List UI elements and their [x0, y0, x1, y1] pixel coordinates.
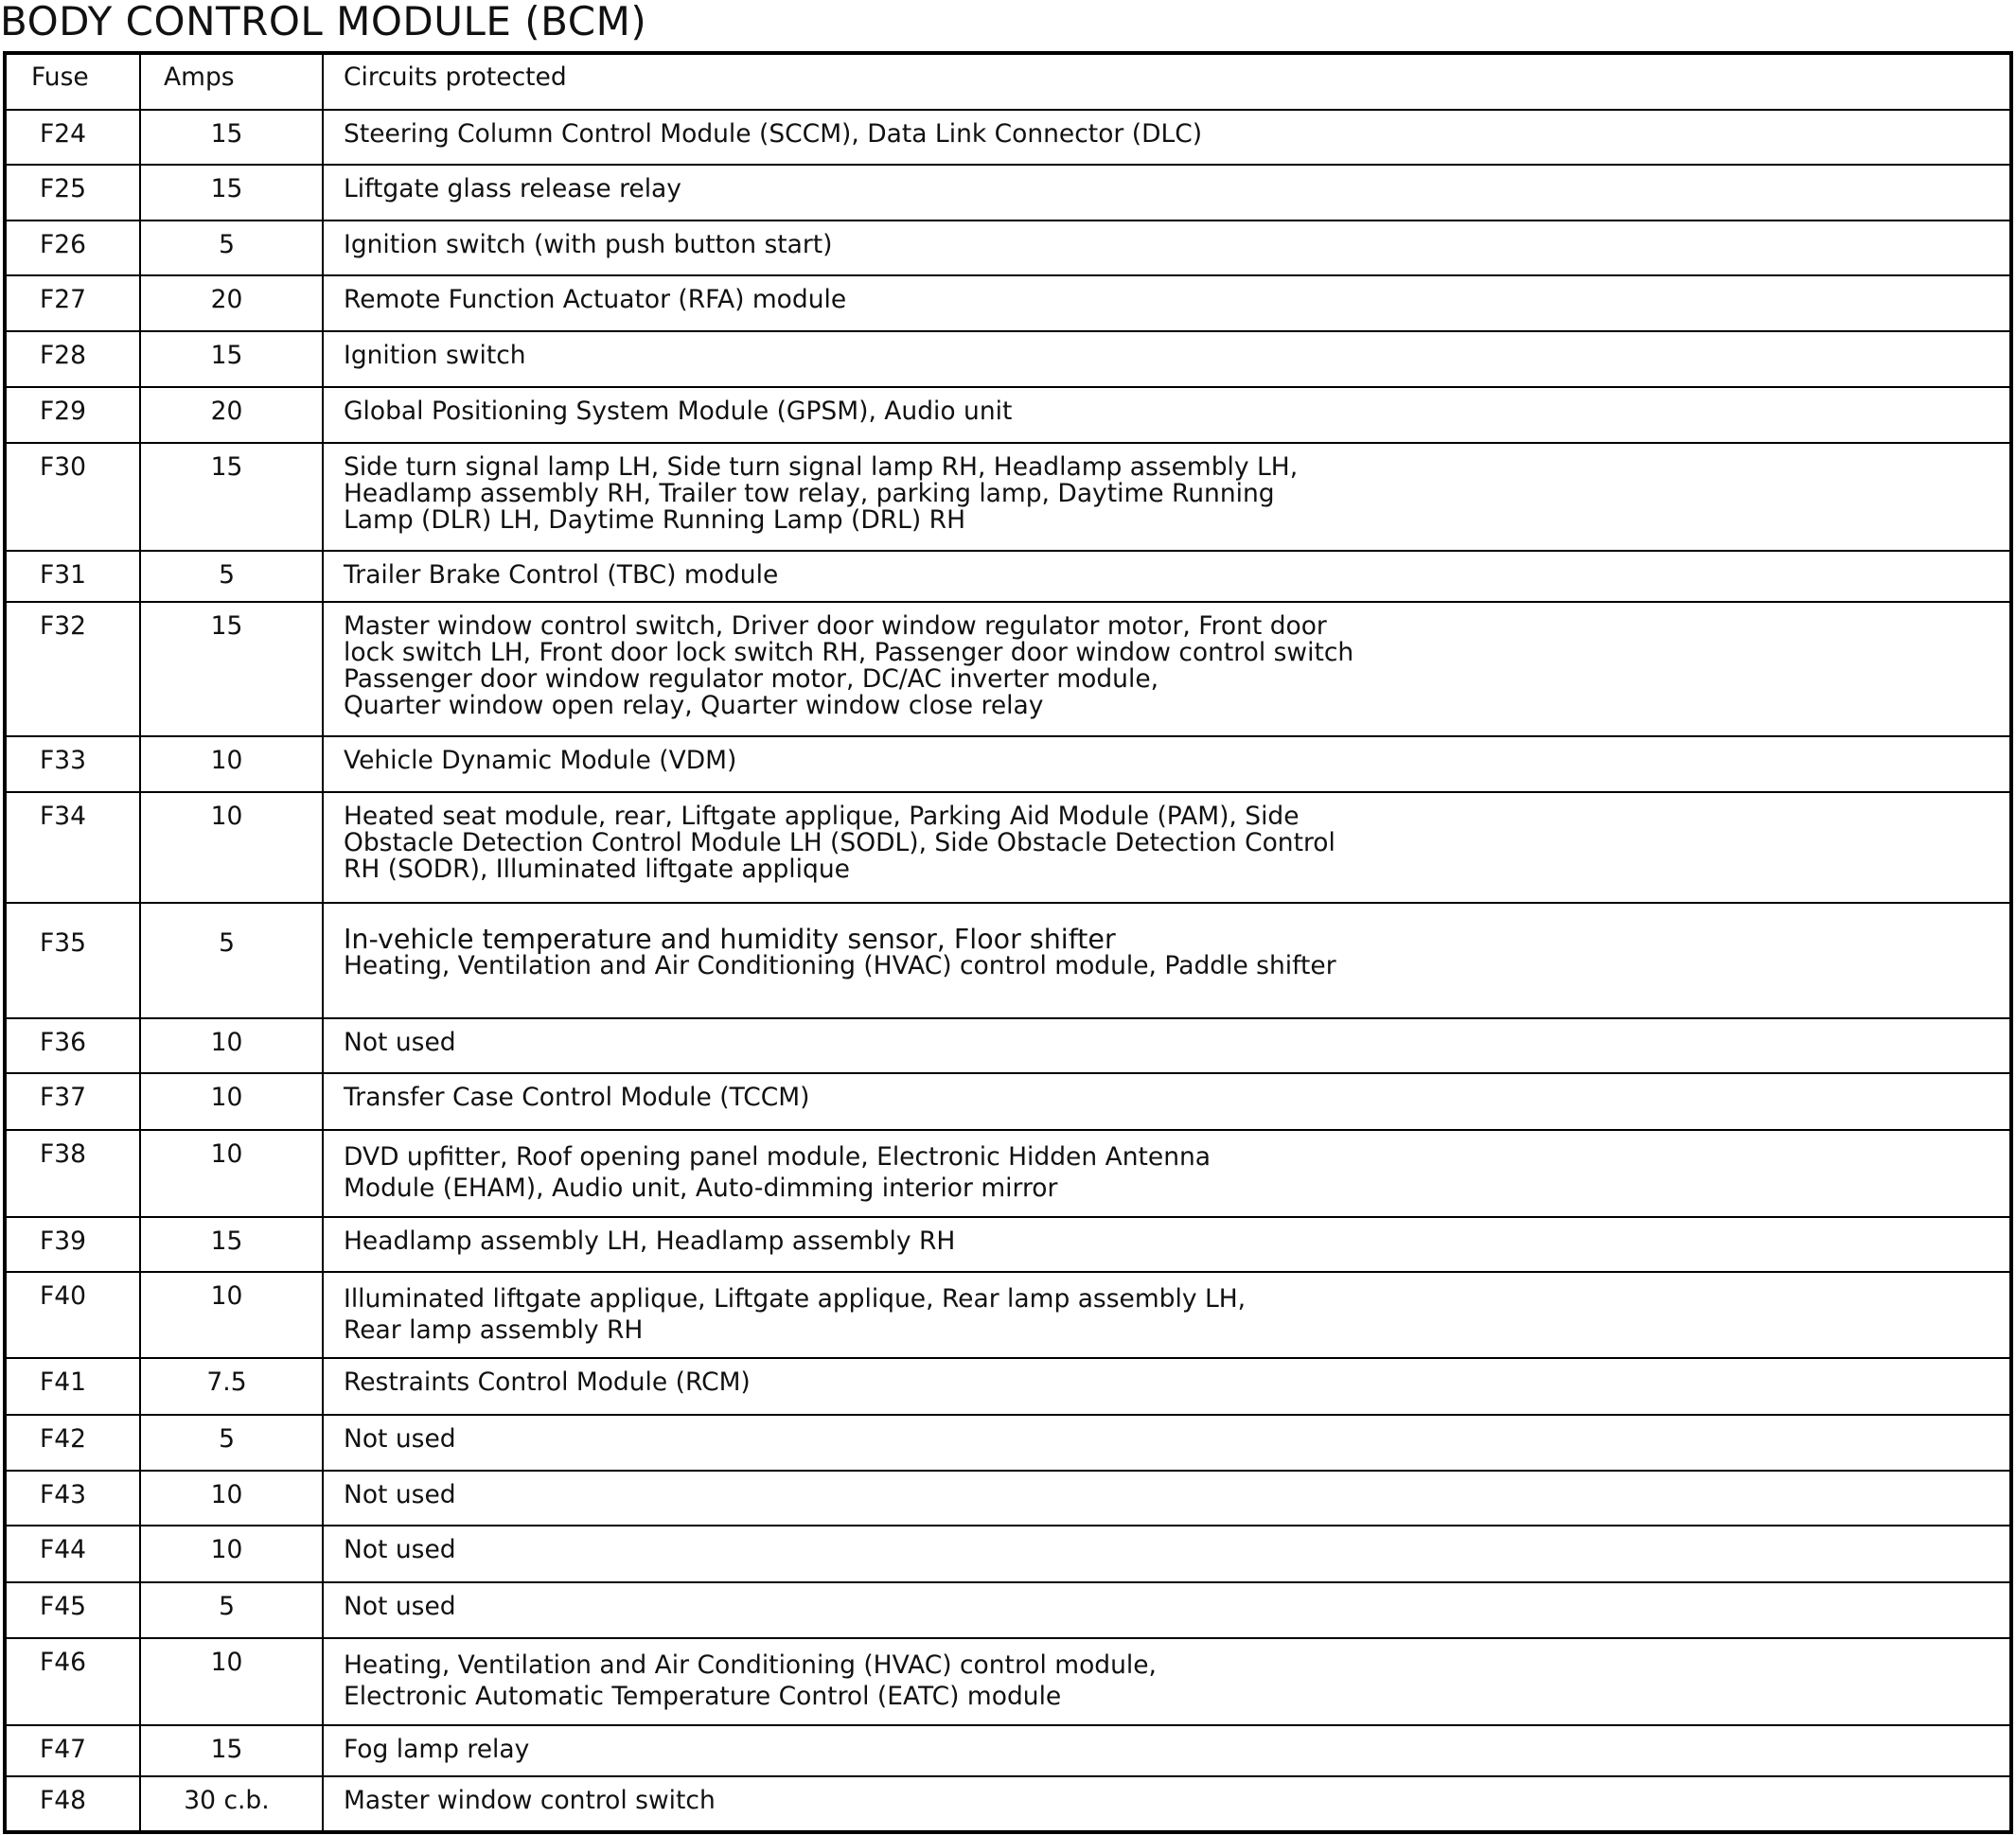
fuse-table [3, 51, 2013, 1834]
circuits-cell: Heating, Ventilation and Air Conditioning (HVAC) control module, Electronic Automatic Temperature Control (EATC) module [323, 1638, 2011, 1725]
circuits-cell: Ignition switch (with push button start) [323, 221, 2011, 275]
amps-cell: 15 [140, 602, 323, 736]
amps-cell: 5 [140, 551, 323, 602]
table-row [5, 221, 2011, 275]
table-row [5, 110, 2011, 165]
amps-cell: 10 [140, 1018, 323, 1073]
fuse-cell: F39 [5, 1217, 140, 1272]
circuits-cell: Ignition switch [323, 331, 2011, 386]
fuse-cell: F44 [5, 1526, 140, 1582]
fuse-cell: F34 [5, 792, 140, 903]
table-row [5, 1582, 2011, 1637]
circuits-cell: Not used [323, 1471, 2011, 1526]
amps-cell: 10 [140, 1638, 323, 1725]
fuse-cell: F26 [5, 221, 140, 275]
table-row [5, 443, 2011, 551]
circuits-cell: Restraints Control Module (RCM) [323, 1358, 2011, 1415]
fuse-cell: F29 [5, 387, 140, 443]
circuits-cell: Vehicle Dynamic Module (VDM) [323, 736, 2011, 792]
circuits-cell: DVD upfitter, Roof opening panel module, Electronic Hidden Antenna Module (EHAM), Audio unit, Auto-dimming interior mirror [323, 1130, 2011, 1217]
amps-cell: 10 [140, 792, 323, 903]
circuits-cell: Not used [323, 1018, 2011, 1073]
table-row [5, 1776, 2011, 1832]
amps-cell: 15 [140, 443, 323, 551]
fuse-cell: F40 [5, 1272, 140, 1358]
amps-cell: 5 [140, 1582, 323, 1637]
table-row [5, 1272, 2011, 1358]
fuse-cell: F27 [5, 275, 140, 331]
fuse-cell: F47 [5, 1725, 140, 1776]
circuits-cell: Trailer Brake Control (TBC) module [323, 551, 2011, 602]
amps-cell: 10 [140, 1073, 323, 1130]
table-row [5, 1471, 2011, 1526]
fuse-cell: F36 [5, 1018, 140, 1073]
circuits-cell: Transfer Case Control Module (TCCM) [323, 1073, 2011, 1130]
fuse-cell: F45 [5, 1582, 140, 1637]
circuits-cell: Illuminated liftgate applique, Liftgate applique, Rear lamp assembly LH, Rear lamp assembly RH [323, 1272, 2011, 1358]
table-row [5, 1018, 2011, 1073]
circuits-cell: Master window control switch, Driver door window regulator motor, Front door lock switch LH, Front door lock switch RH, Passenger door window control switch Passenger door window regulator motor, DC/AC inverter module, Quarter window open relay, Quarter window close relay [323, 602, 2011, 736]
table-header-row [5, 53, 2011, 110]
circuits-cell [323, 903, 2011, 1017]
circuits-cell: Liftgate glass release relay [323, 165, 2011, 221]
circuits-cell: Side turn signal lamp LH, Side turn signal lamp RH, Headlamp assembly LH, Headlamp assembly RH, Trailer tow relay, parking lamp, Daytime Running Lamp (DLR) LH, Daytime Running Lamp (DRL) RH [323, 443, 2011, 551]
fuse-cell: F42 [5, 1415, 140, 1471]
amps-cell: 10 [140, 1471, 323, 1526]
amps-cell: 5 [140, 221, 323, 275]
table-row [5, 331, 2011, 386]
header-cell-circuits: Circuits protected [323, 53, 2011, 110]
amps-cell: 15 [140, 1217, 323, 1272]
fuse-cell: F24 [5, 110, 140, 165]
circuits-cell: Remote Function Actuator (RFA) module [323, 275, 2011, 331]
circuits-cell: Not used [323, 1415, 2011, 1471]
circuits-line: Heating, Ventilation and Air Conditioning (HVAC) control module, Paddle shifter [344, 951, 1336, 981]
amps-cell: 30 c.b. [140, 1776, 323, 1832]
circuits-cell: Heated seat module, rear, Liftgate applique, Parking Aid Module (PAM), Side Obstacle Detection Control Module LH (SODL), Side Obstacle Detection Control RH (SODR), Illuminated liftgate applique [323, 792, 2011, 903]
table-row [5, 1725, 2011, 1776]
fuse-cell: F35 [5, 903, 140, 1017]
table-row [5, 387, 2011, 443]
fuse-cell: F48 [5, 1776, 140, 1832]
amps-cell: 15 [140, 110, 323, 165]
table-row [5, 1073, 2011, 1130]
amps-cell: 20 [140, 275, 323, 331]
amps-cell: 15 [140, 1725, 323, 1776]
table-row [5, 165, 2011, 221]
table-row [5, 551, 2011, 602]
circuits-cell: Not used [323, 1526, 2011, 1582]
fuse-cell: F38 [5, 1130, 140, 1217]
table-row [5, 275, 2011, 331]
amps-cell: 5 [140, 1415, 323, 1471]
page-title: BODY CONTROL MODULE (BCM) [0, 0, 647, 44]
circuits-cell: Master window control switch [323, 1776, 2011, 1832]
amps-cell: 15 [140, 331, 323, 386]
table-row [5, 1358, 2011, 1415]
fuse-cell: F28 [5, 331, 140, 386]
amps-cell: 10 [140, 1272, 323, 1358]
amps-cell: 20 [140, 387, 323, 443]
circuits-line: In-vehicle temperature and humidity sensor, Floor shifter [344, 924, 1116, 956]
fuse-cell: F43 [5, 1471, 140, 1526]
header-cell-amps: Amps [140, 53, 323, 110]
table-row [5, 1217, 2011, 1272]
fuse-cell: F25 [5, 165, 140, 221]
circuits-cell: Fog lamp relay [323, 1725, 2011, 1776]
amps-cell: 10 [140, 1526, 323, 1582]
table-row [5, 1415, 2011, 1471]
table-row [5, 903, 2011, 1017]
amps-cell: 7.5 [140, 1358, 323, 1415]
amps-cell: 15 [140, 165, 323, 221]
circuits-cell: Steering Column Control Module (SCCM), Data Link Connector (DLC) [323, 110, 2011, 165]
amps-cell: 10 [140, 736, 323, 792]
amps-cell: 10 [140, 1130, 323, 1217]
table-row [5, 1130, 2011, 1217]
header-cell-fuse: Fuse [5, 53, 140, 110]
fuse-cell: F33 [5, 736, 140, 792]
table-row [5, 736, 2011, 792]
fuse-cell: F46 [5, 1638, 140, 1725]
fuse-cell: F37 [5, 1073, 140, 1130]
table-row [5, 602, 2011, 736]
circuits-cell: Headlamp assembly LH, Headlamp assembly RH [323, 1217, 2011, 1272]
circuits-cell: Global Positioning System Module (GPSM), Audio unit [323, 387, 2011, 443]
fuse-cell: F41 [5, 1358, 140, 1415]
fuse-cell: F31 [5, 551, 140, 602]
table-row [5, 1638, 2011, 1725]
table-row [5, 1526, 2011, 1582]
circuits-cell: Not used [323, 1582, 2011, 1637]
fuse-cell: F30 [5, 443, 140, 551]
fuse-cell: F32 [5, 602, 140, 736]
amps-cell: 5 [140, 903, 323, 1017]
table-row [5, 792, 2011, 903]
